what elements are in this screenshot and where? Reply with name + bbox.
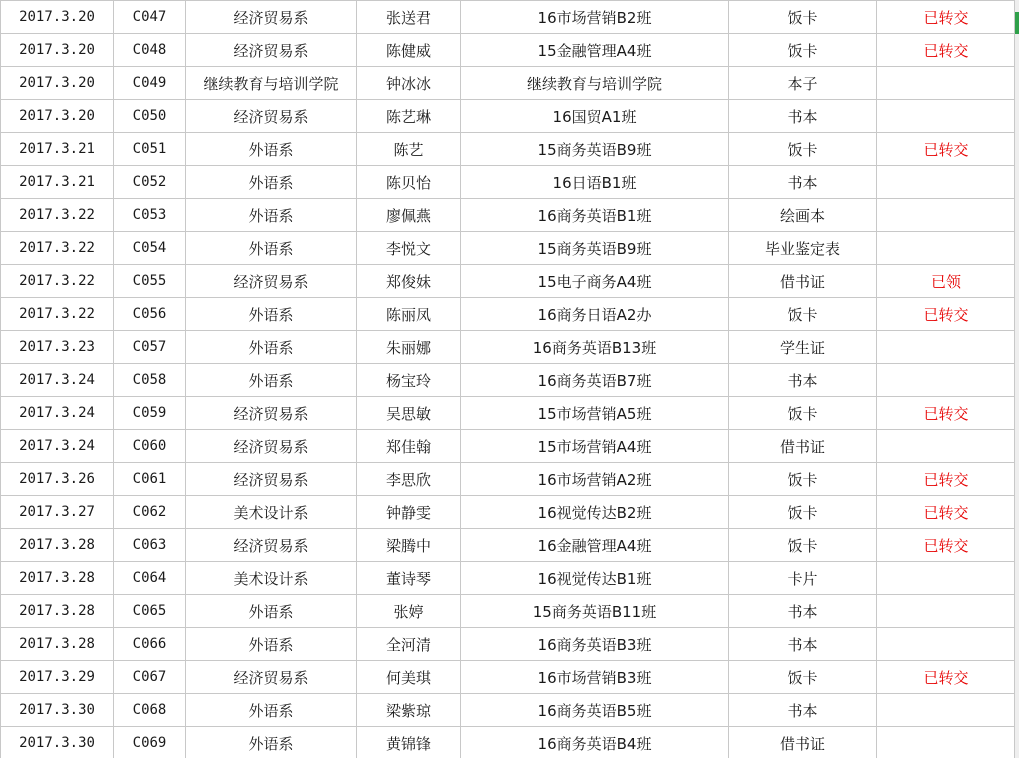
cell-class[interactable]: 16商务日语A2办	[461, 298, 729, 331]
cell-name[interactable]: 郑俊妹	[357, 265, 461, 298]
cell-code[interactable]: C055	[114, 265, 186, 298]
cell-name[interactable]: 张婷	[357, 595, 461, 628]
cell-item[interactable]: 借书证	[729, 727, 877, 758]
table-row	[1, 1, 1016, 34]
table-row	[1, 133, 1016, 166]
cell-item[interactable]: 书本	[729, 694, 877, 727]
table-row	[1, 397, 1016, 430]
cell-code[interactable]: C063	[114, 529, 186, 562]
cell-department[interactable]: 外语系	[186, 628, 357, 661]
cell-department[interactable]: 美术设计系	[186, 562, 357, 595]
vertical-scrollbar[interactable]	[1014, 0, 1019, 758]
cell-department[interactable]: 经济贸易系	[186, 1, 357, 34]
cell-item[interactable]: 饭卡	[729, 397, 877, 430]
cell-status[interactable]	[877, 199, 1016, 232]
cell-department[interactable]: 外语系	[186, 298, 357, 331]
cell-status[interactable]: 已转交	[877, 661, 1016, 694]
cell-status[interactable]: 已领	[877, 265, 1016, 298]
cell-status[interactable]: 已转交	[877, 529, 1016, 562]
cell-class[interactable]: 16商务英语B7班	[461, 364, 729, 397]
table-row	[1, 529, 1016, 562]
cell-code[interactable]: C065	[114, 595, 186, 628]
cell-department[interactable]: 经济贸易系	[186, 529, 357, 562]
cell-class[interactable]: 16市场营销A2班	[461, 463, 729, 496]
cell-name[interactable]: 钟冰冰	[357, 67, 461, 100]
cell-date[interactable]: 2017.3.20	[1, 100, 114, 133]
cell-status[interactable]: 已转交	[877, 34, 1016, 67]
cell-code[interactable]: C048	[114, 34, 186, 67]
cell-class[interactable]: 15电子商务A4班	[461, 265, 729, 298]
cell-date[interactable]: 2017.3.27	[1, 496, 114, 529]
cell-class[interactable]: 16金融管理A4班	[461, 529, 729, 562]
cell-item[interactable]: 书本	[729, 100, 877, 133]
cell-department[interactable]: 经济贸易系	[186, 265, 357, 298]
cell-item[interactable]: 饭卡	[729, 298, 877, 331]
cell-department[interactable]: 外语系	[186, 595, 357, 628]
table-row	[1, 298, 1016, 331]
cell-department[interactable]: 经济贸易系	[186, 34, 357, 67]
cell-class[interactable]: 15商务英语B11班	[461, 595, 729, 628]
cell-status[interactable]	[877, 727, 1016, 758]
cell-department[interactable]: 外语系	[186, 133, 357, 166]
cell-code[interactable]: C051	[114, 133, 186, 166]
cell-status[interactable]	[877, 628, 1016, 661]
cell-code[interactable]: C047	[114, 1, 186, 34]
cell-item[interactable]: 饭卡	[729, 496, 877, 529]
table-row	[1, 67, 1016, 100]
cell-department[interactable]: 经济贸易系	[186, 100, 357, 133]
cell-department[interactable]: 经济贸易系	[186, 661, 357, 694]
cell-date[interactable]: 2017.3.26	[1, 463, 114, 496]
cell-name[interactable]: 吴思敏	[357, 397, 461, 430]
cell-item[interactable]: 书本	[729, 595, 877, 628]
cell-status[interactable]: 已转交	[877, 133, 1016, 166]
cell-code[interactable]: C067	[114, 661, 186, 694]
cell-class[interactable]: 15金融管理A4班	[461, 34, 729, 67]
cell-name[interactable]: 朱丽娜	[357, 331, 461, 364]
cell-date[interactable]: 2017.3.23	[1, 331, 114, 364]
cell-status[interactable]	[877, 595, 1016, 628]
cell-item[interactable]: 饭卡	[729, 529, 877, 562]
cell-status[interactable]: 已转交	[877, 463, 1016, 496]
cell-name[interactable]: 陈艺琳	[357, 100, 461, 133]
cell-date[interactable]: 2017.3.28	[1, 529, 114, 562]
cell-item[interactable]: 书本	[729, 166, 877, 199]
cell-date[interactable]: 2017.3.21	[1, 166, 114, 199]
table-row	[1, 232, 1016, 265]
cell-name[interactable]: 黄锦锋	[357, 727, 461, 758]
cell-item[interactable]: 书本	[729, 364, 877, 397]
cell-department[interactable]: 外语系	[186, 364, 357, 397]
cell-status[interactable]	[877, 364, 1016, 397]
cell-code[interactable]: C068	[114, 694, 186, 727]
table-row	[1, 661, 1016, 694]
cell-name[interactable]: 陈健威	[357, 34, 461, 67]
cell-name[interactable]: 何美琪	[357, 661, 461, 694]
cell-code[interactable]: C056	[114, 298, 186, 331]
cell-item[interactable]: 借书证	[729, 265, 877, 298]
cell-date[interactable]: 2017.3.30	[1, 727, 114, 758]
cell-code[interactable]: C052	[114, 166, 186, 199]
cell-code[interactable]: C061	[114, 463, 186, 496]
cell-item[interactable]: 饭卡	[729, 463, 877, 496]
cell-date[interactable]: 2017.3.28	[1, 595, 114, 628]
cell-status[interactable]	[877, 562, 1016, 595]
cell-name[interactable]: 梁紫琼	[357, 694, 461, 727]
cell-code[interactable]: C062	[114, 496, 186, 529]
cell-department[interactable]: 外语系	[186, 694, 357, 727]
cell-department[interactable]: 经济贸易系	[186, 397, 357, 430]
cell-status[interactable]	[877, 694, 1016, 727]
cell-status[interactable]: 已转交	[877, 1, 1016, 34]
table-row	[1, 694, 1016, 727]
cell-status[interactable]: 已转交	[877, 298, 1016, 331]
cell-item[interactable]: 卡片	[729, 562, 877, 595]
cell-department[interactable]: 外语系	[186, 166, 357, 199]
table-row	[1, 562, 1016, 595]
cell-item[interactable]: 本子	[729, 67, 877, 100]
cell-name[interactable]: 李悦文	[357, 232, 461, 265]
cell-name[interactable]: 全河清	[357, 628, 461, 661]
cell-name[interactable]: 郑佳翰	[357, 430, 461, 463]
cell-code[interactable]: C059	[114, 397, 186, 430]
cell-date[interactable]: 2017.3.24	[1, 430, 114, 463]
cell-class[interactable]: 16国贸A1班	[461, 100, 729, 133]
cell-class[interactable]: 继续教育与培训学院	[461, 67, 729, 100]
cell-code[interactable]: C054	[114, 232, 186, 265]
scroll-marker[interactable]	[1015, 12, 1019, 34]
cell-name[interactable]: 陈艺	[357, 133, 461, 166]
cell-class[interactable]: 16商务英语B4班	[461, 727, 729, 758]
cell-name[interactable]: 陈丽凤	[357, 298, 461, 331]
cell-item[interactable]: 饭卡	[729, 1, 877, 34]
table-row	[1, 628, 1016, 661]
cell-code[interactable]: C049	[114, 67, 186, 100]
cell-code[interactable]: C053	[114, 199, 186, 232]
cell-date[interactable]: 2017.3.22	[1, 265, 114, 298]
cell-class[interactable]: 16市场营销B3班	[461, 661, 729, 694]
cell-department[interactable]: 外语系	[186, 232, 357, 265]
cell-date[interactable]: 2017.3.30	[1, 694, 114, 727]
cell-date[interactable]: 2017.3.21	[1, 133, 114, 166]
cell-name[interactable]: 李思欣	[357, 463, 461, 496]
cell-date[interactable]: 2017.3.28	[1, 628, 114, 661]
cell-date[interactable]: 2017.3.22	[1, 199, 114, 232]
cell-date[interactable]: 2017.3.22	[1, 232, 114, 265]
cell-status[interactable]: 已转交	[877, 397, 1016, 430]
cell-item[interactable]: 书本	[729, 628, 877, 661]
cell-class[interactable]: 15商务英语B9班	[461, 232, 729, 265]
table-body	[1, 1, 1016, 758]
cell-department[interactable]: 继续教育与培训学院	[186, 67, 357, 100]
cell-date[interactable]: 2017.3.24	[1, 364, 114, 397]
cell-department[interactable]: 经济贸易系	[186, 463, 357, 496]
table-row	[1, 100, 1016, 133]
cell-name[interactable]: 钟静雯	[357, 496, 461, 529]
cell-class[interactable]: 16商务英语B13班	[461, 331, 729, 364]
table-row	[1, 364, 1016, 397]
table-row	[1, 595, 1016, 628]
table-row	[1, 331, 1016, 364]
cell-item[interactable]: 借书证	[729, 430, 877, 463]
cell-class[interactable]: 16商务英语B3班	[461, 628, 729, 661]
cell-code[interactable]: C066	[114, 628, 186, 661]
cell-class[interactable]: 16日语B1班	[461, 166, 729, 199]
cell-department[interactable]: 外语系	[186, 331, 357, 364]
table-row	[1, 34, 1016, 67]
table-row	[1, 727, 1016, 758]
cell-item[interactable]: 学生证	[729, 331, 877, 364]
table-row	[1, 199, 1016, 232]
cell-date[interactable]: 2017.3.28	[1, 562, 114, 595]
cell-status[interactable]	[877, 67, 1016, 100]
cell-item[interactable]: 绘画本	[729, 199, 877, 232]
cell-status[interactable]: 已转交	[877, 496, 1016, 529]
cell-date[interactable]: 2017.3.29	[1, 661, 114, 694]
cell-date[interactable]: 2017.3.20	[1, 1, 114, 34]
table-row	[1, 463, 1016, 496]
cell-class[interactable]: 15市场营销A4班	[461, 430, 729, 463]
cell-code[interactable]: C069	[114, 727, 186, 758]
cell-code[interactable]: C057	[114, 331, 186, 364]
cell-date[interactable]: 2017.3.20	[1, 67, 114, 100]
cell-status[interactable]	[877, 430, 1016, 463]
cell-code[interactable]: C058	[114, 364, 186, 397]
cell-class[interactable]: 16商务英语B1班	[461, 199, 729, 232]
cell-name[interactable]: 廖佩燕	[357, 199, 461, 232]
cell-item[interactable]: 饭卡	[729, 133, 877, 166]
cell-class[interactable]: 16视觉传达B2班	[461, 496, 729, 529]
cell-class[interactable]: 15商务英语B9班	[461, 133, 729, 166]
cell-department[interactable]: 美术设计系	[186, 496, 357, 529]
cell-date[interactable]: 2017.3.22	[1, 298, 114, 331]
cell-name[interactable]: 梁腾中	[357, 529, 461, 562]
cell-date[interactable]: 2017.3.24	[1, 397, 114, 430]
cell-class[interactable]: 15市场营销A5班	[461, 397, 729, 430]
cell-name[interactable]: 张送君	[357, 1, 461, 34]
table-row	[1, 166, 1016, 199]
cell-department[interactable]: 外语系	[186, 199, 357, 232]
cell-item[interactable]: 饭卡	[729, 661, 877, 694]
cell-department[interactable]: 经济贸易系	[186, 430, 357, 463]
cell-status[interactable]	[877, 100, 1016, 133]
table-row	[1, 265, 1016, 298]
table-row	[1, 496, 1016, 529]
cell-status[interactable]	[877, 331, 1016, 364]
cell-status[interactable]	[877, 166, 1016, 199]
cell-status[interactable]	[877, 232, 1016, 265]
table-row	[1, 430, 1016, 463]
cell-class[interactable]: 16商务英语B5班	[461, 694, 729, 727]
cell-name[interactable]: 陈贝怡	[357, 166, 461, 199]
cell-code[interactable]: C064	[114, 562, 186, 595]
cell-date[interactable]: 2017.3.20	[1, 34, 114, 67]
cell-item[interactable]: 饭卡	[729, 34, 877, 67]
cell-item[interactable]: 毕业鉴定表	[729, 232, 877, 265]
cell-code[interactable]: C060	[114, 430, 186, 463]
cell-department[interactable]: 外语系	[186, 727, 357, 758]
cell-class[interactable]: 16视觉传达B1班	[461, 562, 729, 595]
cell-name[interactable]: 董诗琴	[357, 562, 461, 595]
cell-class[interactable]: 16市场营销B2班	[461, 1, 729, 34]
cell-code[interactable]: C050	[114, 100, 186, 133]
cell-name[interactable]: 杨宝玲	[357, 364, 461, 397]
